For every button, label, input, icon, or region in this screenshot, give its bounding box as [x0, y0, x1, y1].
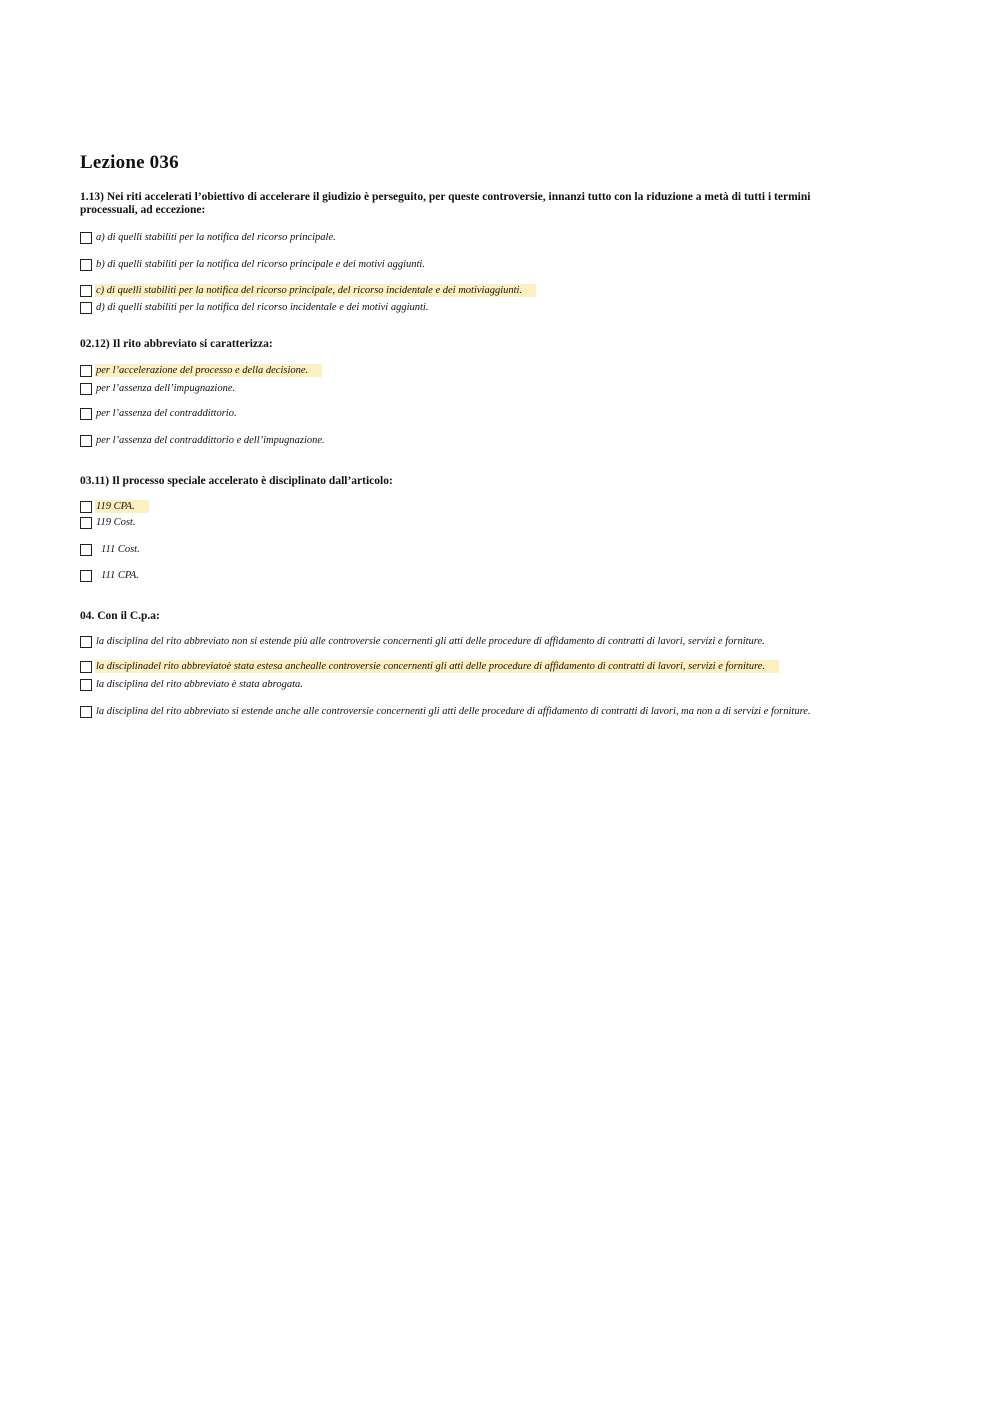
question-4: 04. Con il C.p.a:	[80, 610, 160, 622]
question-1-option-b[interactable]: b) di quelli stabiliti per la notifica del ricorso principale e dei motivi aggiunti.	[80, 256, 425, 273]
checkbox[interactable]	[80, 408, 92, 420]
question-2: 02.12) Il rito abbreviato si caratterizza:	[80, 338, 273, 350]
checkbox[interactable]	[80, 570, 92, 582]
highlighted-answer: per l’accelerazione del processo e della decisione.	[95, 364, 322, 377]
checkbox[interactable]	[80, 259, 92, 271]
question-2-option-3[interactable]: per l’assenza del contraddittorio.	[80, 405, 237, 422]
question-2-option-1[interactable]	[80, 362, 322, 379]
checkbox[interactable]	[80, 285, 92, 297]
question-2-option-4[interactable]: per l’assenza del contraddittorio e dell’impugnazione.	[80, 432, 325, 449]
question-4-option-4[interactable]: la disciplina del rito abbreviato si estende anche alle controversie concernenti gli atti delle procedure di affidamento di contratti di lavori, ma non a di servizi e forniture.	[80, 703, 811, 720]
checkbox[interactable]	[80, 706, 92, 718]
checkbox[interactable]	[80, 383, 92, 395]
highlighted-answer: la disciplinadel rito abbreviatoè stata estesa anchealle controversie concernenti gli atti delle procedure di affidamento di contratti di lavori, servizi e forniture.	[95, 660, 779, 673]
question-3: 03.11) Il processo speciale accelerato è disciplinato dall’articolo:	[80, 475, 393, 487]
question-1: 1.13) Nei riti accelerati l’obiettivo di accelerare il giudizio è perseguito, per queste controversie, innanzi tutto con la riduzione a metà di tutti i termini processuali, ad eccezione:	[80, 191, 811, 216]
checkbox[interactable]	[80, 435, 92, 447]
checkbox[interactable]	[80, 501, 92, 513]
question-2-option-2[interactable]: per l’assenza dell’impugnazione.	[80, 380, 235, 397]
question-3-option-3[interactable]: 111 Cost.	[80, 541, 140, 558]
checkbox[interactable]	[80, 544, 92, 556]
question-3-option-4[interactable]: 111 CPA.	[80, 567, 139, 584]
highlighted-answer: c) di quelli stabiliti per la notifica del ricorso principale, del ricorso incidentale e dei motiviaggiunti.	[95, 284, 536, 297]
checkbox[interactable]	[80, 302, 92, 314]
question-4-option-3[interactable]: la disciplina del rito abbreviato è stata abrogata.	[80, 676, 303, 693]
highlighted-answer: 119 CPA.	[95, 500, 149, 513]
checkbox[interactable]	[80, 679, 92, 691]
question-1-option-a[interactable]: a) di quelli stabiliti per la notifica del ricorso principale.	[80, 229, 336, 246]
checkbox[interactable]	[80, 661, 92, 673]
lesson-title: Lezione 036	[80, 152, 179, 173]
question-1-option-c[interactable]	[80, 282, 536, 299]
checkbox[interactable]	[80, 517, 92, 529]
question-3-option-2[interactable]: 119 Cost.	[80, 514, 135, 531]
question-4-option-2[interactable]	[80, 658, 779, 675]
checkbox[interactable]	[80, 232, 92, 244]
question-3-option-1[interactable]	[80, 498, 149, 515]
question-1-option-d[interactable]: d) di quelli stabiliti per la notifica del ricorso incidentale e dei motivi aggiunti.	[80, 299, 428, 316]
checkbox[interactable]	[80, 636, 92, 648]
question-4-option-1[interactable]: la disciplina del rito abbreviato non si estende più alle controversie concernenti gli atti delle procedure di affidamento di contratti di lavori, servizi e forniture.	[80, 633, 765, 650]
checkbox[interactable]	[80, 365, 92, 377]
